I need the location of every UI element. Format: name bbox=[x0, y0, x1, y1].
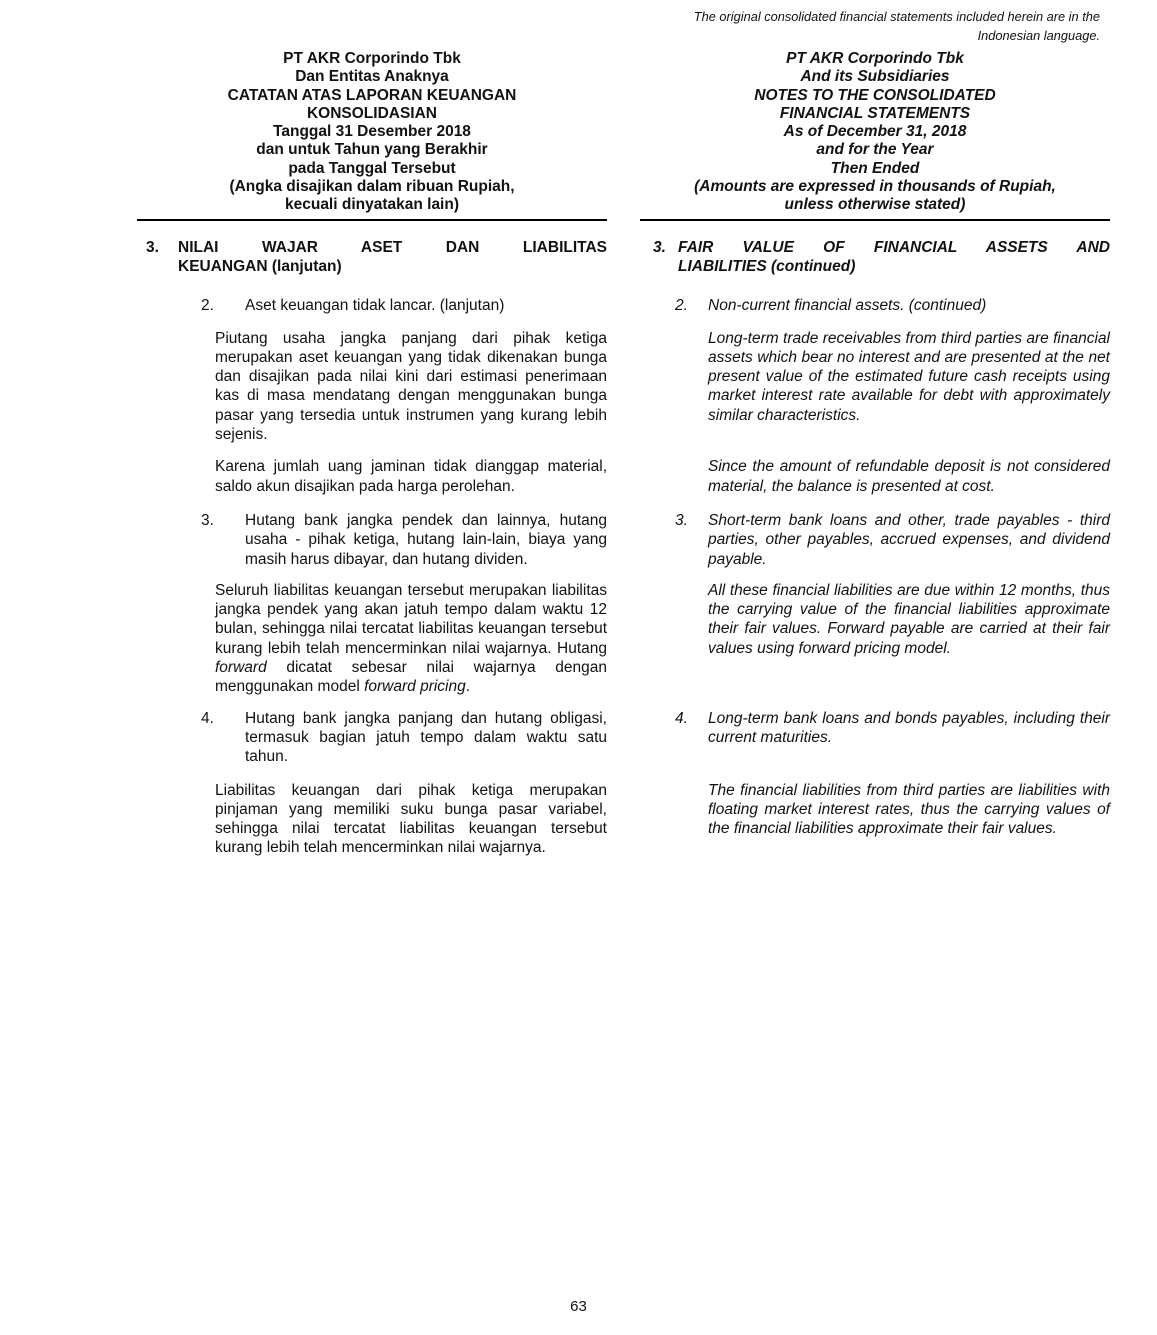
item-label: Aset keuangan tidak lancar. (lanjutan) bbox=[245, 297, 505, 315]
section-heading-indonesian bbox=[137, 238, 607, 277]
paragraph-indonesian: Liabilitas keuangan dari pihak ketiga merupakan pinjaman yang memiliki suku bunga pasar variabel, sehingga nilai tercatat liabilitas keuangan tersebut kurang lebih telah mencerminkan nilai wajarnya. bbox=[215, 781, 607, 857]
item-number: 4. bbox=[675, 709, 688, 727]
header-line: dan untuk Tahun yang Berakhir bbox=[256, 141, 488, 159]
item-2-paragraph-1-row bbox=[137, 329, 1110, 445]
header-line: FINANCIAL STATEMENTS bbox=[779, 104, 971, 122]
paragraph-english: All these financial liabilities are due within 12 months, thus the carrying value of the financial liabilities approximate their fair values. Forward payable are carried at their fair values using forward pricing model. bbox=[708, 581, 1110, 657]
item-3-label-row bbox=[137, 511, 1110, 569]
paragraph-indonesian: Seluruh liabilitas keuangan tersebut merupakan liabilitas jangka pendek yang akan jatuh tempo dalam waktu 12 bulan, sehingga nilai tercatat liabilitas keuangan tersebut kurang lebih telah mencerminkan nilai wajarnya. Hutang forward dicatat sebesar nilai wajarnya dengan menggunakan model forward pricing. bbox=[215, 581, 607, 696]
header-line: Tanggal 31 Desember 2018 bbox=[273, 123, 471, 141]
item-number: 3. bbox=[675, 511, 688, 529]
item-4-paragraph-row bbox=[137, 781, 1110, 858]
header-line: KONSOLIDASIAN bbox=[306, 104, 438, 122]
item-2-label-indonesian bbox=[137, 296, 607, 315]
section-number: 3. bbox=[653, 238, 666, 256]
header-line: Dan Entitas Anaknya bbox=[295, 68, 449, 86]
header-line: pada Tanggal Tersebut bbox=[288, 159, 456, 177]
item-4-label-row bbox=[137, 709, 1110, 767]
item-label: Hutang bank jangka panjang dan hutang obligasi, termasuk bagian jatuh tempo dalam waktu satu tahun. bbox=[245, 709, 607, 766]
header-line: Then Ended bbox=[830, 159, 920, 177]
item-label: Short-term bank loans and other, trade payables - third parties, other payables, accrued expenses, and dividend payable. bbox=[708, 511, 1110, 568]
section-number: 3. bbox=[146, 238, 159, 256]
header-line: PT AKR Corporindo Tbk bbox=[283, 50, 461, 67]
document-header-row bbox=[137, 50, 1110, 221]
item-label: Hutang bank jangka pendek dan lainnya, hutang usaha - pihak ketiga, hutang lain-lain, biaya yang masih harus dibayar, dan hutang dividen. bbox=[245, 511, 607, 568]
item-3-label-indonesian bbox=[137, 511, 607, 569]
document-header-english bbox=[640, 50, 1110, 221]
item-number: 2. bbox=[201, 297, 214, 315]
section-title-line: KEUANGAN (lanjutan) bbox=[178, 257, 342, 275]
item-4-label-english bbox=[640, 709, 1110, 748]
header-line: And its Subsidiaries bbox=[800, 68, 950, 86]
paragraph-english: Since the amount of refundable deposit is not considered material, the balance is presented at cost. bbox=[708, 458, 1110, 495]
item-2-label-row bbox=[137, 296, 1110, 315]
item-number: 4. bbox=[201, 709, 214, 727]
item-label: Long-term bank loans and bonds payables, including their current maturities. bbox=[708, 709, 1110, 746]
header-line: unless otherwise stated) bbox=[784, 196, 966, 214]
paragraph-indonesian: Piutang usaha jangka panjang dari pihak ketiga merupakan aset keuangan yang tidak dikenakan bunga dan disajikan pada nilai kini dari estimasi penerimaan kas di masa mendatang dengan menggunakan bunga pasar yang tersedia untuk instrumen yang kurang lebih sejenis. bbox=[215, 329, 607, 444]
header-line: (Amounts are expressed in thousands of Rupiah, bbox=[694, 178, 1056, 196]
paragraph-english: The financial liabilities from third parties are liabilities with floating market interest rates, thus the carrying values of the financial liabilities approximate their fair values. bbox=[708, 781, 1110, 838]
section-title bbox=[678, 238, 1110, 277]
item-2-paragraph-2-row bbox=[137, 457, 1110, 496]
section-title-line: FAIR VALUE OF FINANCIAL ASSETS AND bbox=[678, 238, 1110, 256]
item-4-label-indonesian bbox=[137, 709, 607, 767]
section-heading-row bbox=[137, 238, 1110, 277]
document-header-indonesian bbox=[137, 50, 607, 221]
section-title-line: LIABILITIES (continued) bbox=[678, 257, 856, 275]
item-number: 2. bbox=[675, 297, 688, 315]
paragraph-indonesian: Karena jumlah uang jaminan tidak dianggap material, saldo akun disajikan pada harga perolehan. bbox=[215, 458, 607, 495]
section-heading-english bbox=[640, 238, 1110, 277]
header-line: kecuali dinyatakan lain) bbox=[284, 196, 459, 214]
section-title bbox=[178, 238, 607, 277]
language-disclaimer bbox=[0, 0, 1157, 45]
item-label: Non-current financial assets. (continued) bbox=[708, 297, 987, 315]
header-line: (Angka disajikan dalam ribuan Rupiah, bbox=[229, 178, 515, 196]
header-line: NOTES TO THE CONSOLIDATED bbox=[754, 86, 996, 104]
item-number: 3. bbox=[201, 511, 214, 529]
header-line: As of December 31, 2018 bbox=[783, 123, 967, 141]
item-3-label-english bbox=[640, 511, 1110, 569]
page-content bbox=[137, 50, 1110, 858]
header-line: PT AKR Corporindo Tbk bbox=[786, 50, 964, 67]
header-line: CATATAN ATAS LAPORAN KEUANGAN bbox=[227, 86, 517, 104]
item-2-label-english bbox=[640, 296, 1110, 315]
paragraph-english: Long-term trade receivables from third parties are financial assets which bear no interest and are presented at the net present value of the estimated future cash receipts using market interest rate available for debt with approximately similar characteristics. bbox=[708, 329, 1110, 424]
section-title-line: NILAI WAJAR ASET DAN LIABILITAS bbox=[178, 238, 607, 256]
page-number: 63 bbox=[570, 1297, 587, 1315]
header-line: and for the Year bbox=[816, 141, 934, 159]
language-disclaimer-text: The original consolidated financial statements included herein are in the Indonesian language. bbox=[693, 9, 1100, 43]
item-3-paragraph-row bbox=[137, 581, 1110, 697]
